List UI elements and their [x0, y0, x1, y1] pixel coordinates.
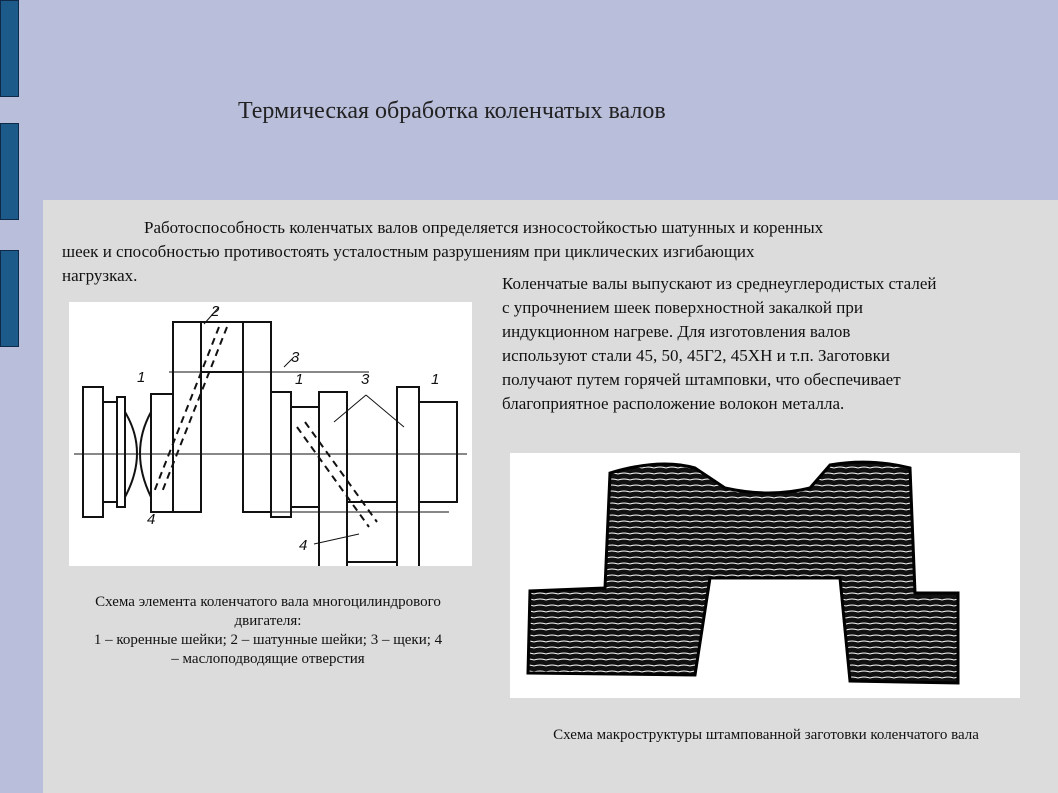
caption-line: – маслоподводящие отверстия	[171, 651, 365, 667]
crankshaft-diagram	[69, 302, 472, 566]
label-3: 3	[291, 349, 300, 366]
decor-bar-3	[0, 250, 19, 347]
caption-line: 1 – коренные шейки; 2 – шатунные шейки; 3 – щеки; 4	[93, 632, 443, 648]
label-1: 1	[137, 369, 146, 386]
intro-line: нагрузках.	[62, 266, 138, 285]
decor-bar-2	[0, 123, 19, 220]
label-4: 4	[147, 511, 156, 528]
text-line: индукционном нагреве. Для изготовления валов	[502, 322, 851, 341]
label-3b: 3	[361, 371, 370, 388]
macrostructure-image	[510, 453, 1020, 698]
slide-title: Термическая обработка коленчатых валов	[238, 98, 666, 124]
intro-line: шеек и способностью противостоять усталостным разрушениям при циклических изгибающих	[62, 242, 755, 261]
figure2-caption: Схема макроструктуры штампованной заготовки коленчатого вала	[553, 727, 979, 743]
figure1-caption	[44, 593, 492, 669]
label-1c: 1	[431, 371, 440, 388]
label-1b: 1	[295, 371, 304, 388]
intro-line: Работоспособность коленчатых валов определяется износостойкостью шатунных и коренных	[144, 218, 824, 237]
text-line: благоприятное расположение волокон металла.	[502, 394, 845, 413]
label-2: 2	[211, 303, 220, 320]
label-4b: 4	[299, 537, 308, 554]
text-line: с упрочнением шеек поверхностной закалкой при	[502, 298, 863, 317]
caption-line: двигателя:	[234, 613, 302, 629]
text-line: получают путем горячей штамповки, что обеспечивает	[502, 370, 901, 389]
decor-bar-1	[0, 0, 19, 97]
text-line: используют стали 45, 50, 45Г2, 45ХН и т.п. Заготовки	[502, 346, 890, 365]
text-line: Коленчатые валы выпускают из среднеуглеродистых сталей	[502, 274, 937, 293]
caption-line: Схема элемента коленчатого вала многоцилиндрового	[95, 594, 441, 610]
right-text	[502, 272, 1052, 416]
